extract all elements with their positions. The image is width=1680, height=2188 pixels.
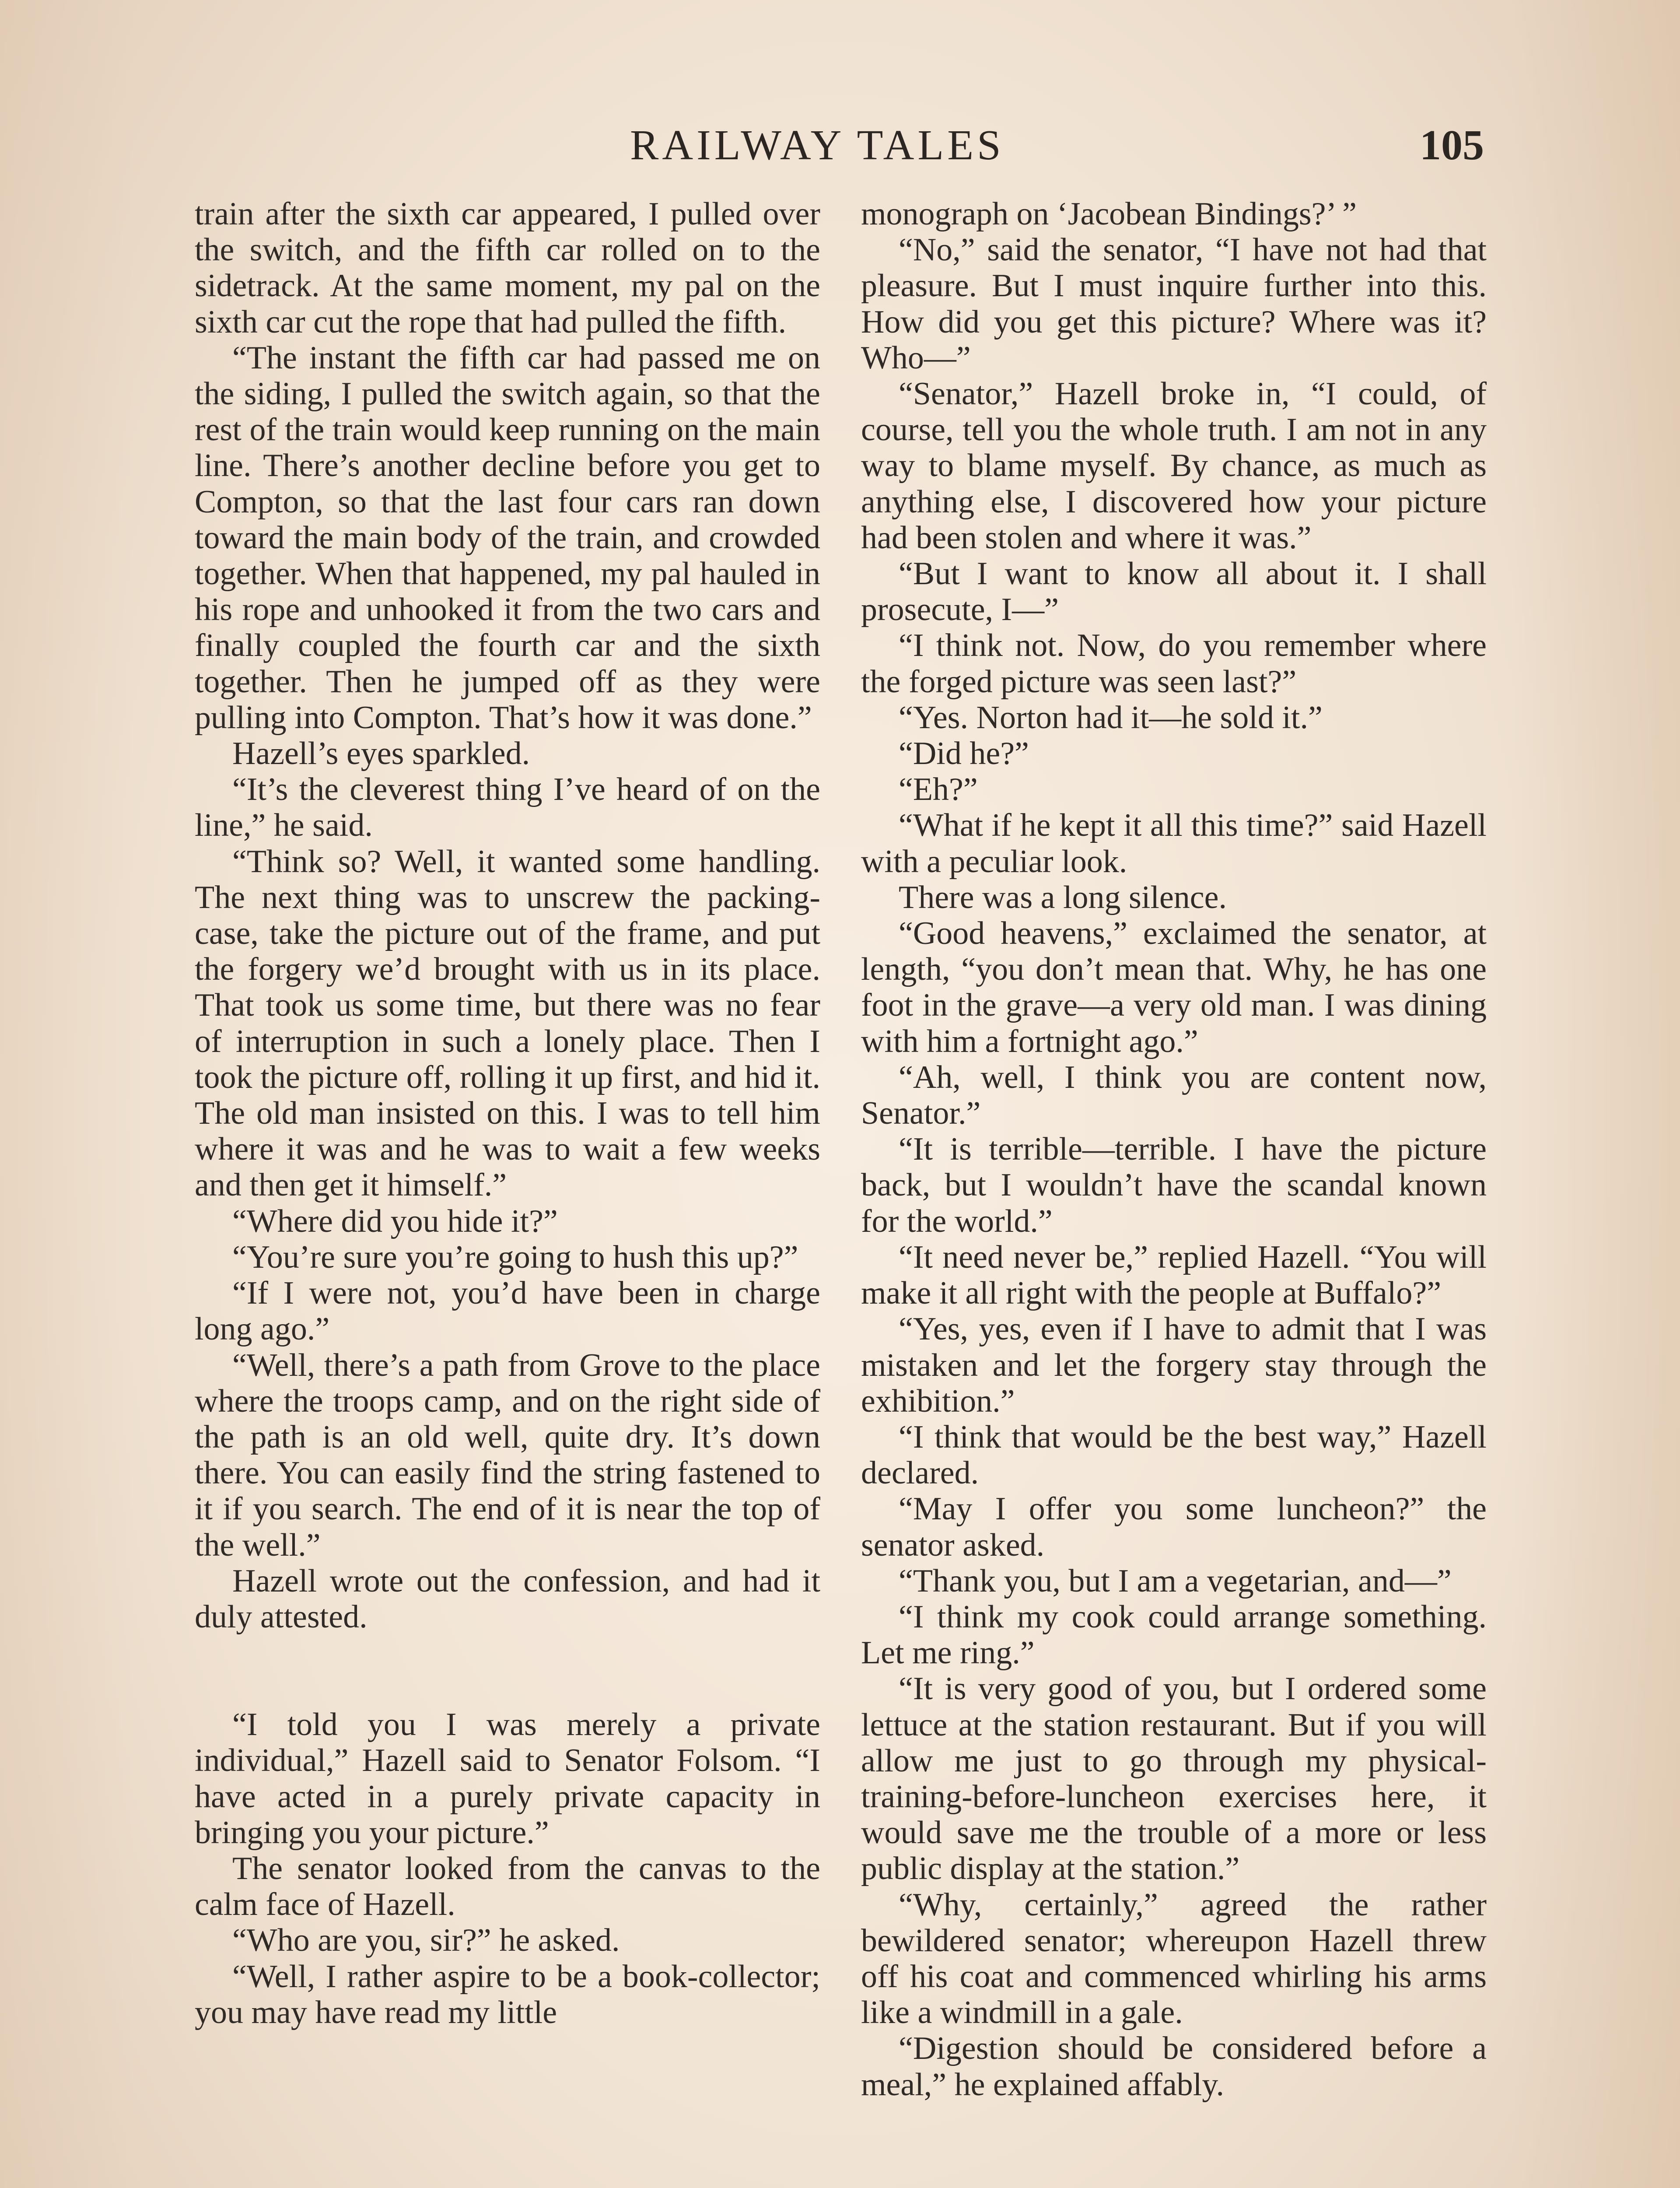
paragraph: “Thank you, but I am a vegetarian, and—” xyxy=(899,1563,1452,1599)
paragraph: “Who are you, sir?” he asked. xyxy=(232,1922,620,1959)
paragraph: “Senator,” Hazell broke in, “I could, of course, tell you the whole truth. I am not in any way to blame myself. By chance, as much as anything else, I discovered how your picture had been stolen and where it was.” xyxy=(861,376,1487,556)
paragraph: “I told you I was merely a private individual,” Hazell said to Senator Folsom. “I have acted in a purely private capacity in bringing you your picture.” xyxy=(195,1707,820,1851)
paragraph: “Yes. Norton had it—he sold it.” xyxy=(899,699,1323,736)
page-number: 105 xyxy=(1420,122,1484,169)
paragraph: “It is very good of you, but I ordered some lettuce at the station restaurant. But if you will allow me just to go through my physical-training-before-luncheon exercises here, it would save me the trouble of a more or less public display at the station.” xyxy=(861,1671,1487,1887)
paragraph: “Ah, well, I think you are content now, Senator.” xyxy=(861,1059,1487,1132)
paragraph: “Good heavens,” exclaimed the senator, at length, “you don’t mean that. Why, he has one foot in the grave—a very old man. I was dining with him a fortnight ago.” xyxy=(861,915,1487,1059)
paragraph: “Where did you hide it?” xyxy=(232,1203,558,1239)
paragraph: “Well, there’s a path from Grove to the place where the troops camp, and on the right side of the path is an old well, quite dry. It’s down there. You can easily find the string fastened to it if you search. The end of it is near the top of the well.” xyxy=(195,1347,820,1563)
running-head xyxy=(0,115,1680,176)
paragraph: “No,” said the senator, “I have not had that pleasure. But I must inquire further into this. How did you get this picture? Where was it? Who—” xyxy=(861,232,1487,376)
paragraph: “But I want to know all about it. I shall prosecute, I—” xyxy=(861,556,1487,628)
section-break xyxy=(195,1635,820,1707)
paragraph: “If I were not, you’d have been in charge long ago.” xyxy=(195,1275,820,1347)
paragraph: “Well, I rather aspire to be a book-collector; you may have read my little xyxy=(195,1958,820,2030)
paragraph: “I think my cook could arrange something. Let me ring.” xyxy=(861,1599,1487,1671)
paragraph: “I think not. Now, do you remember where the forged picture was seen last?” xyxy=(861,628,1487,700)
running-title: RAILWAY TALES xyxy=(630,122,1004,169)
paragraph: “It is terrible—terrible. I have the picture back, but I wouldn’t have the scandal known for the world.” xyxy=(861,1131,1487,1239)
left-text-column xyxy=(195,196,820,2030)
paragraph: “The instant the fifth car had passed me on the siding, I pulled the switch again, so that the rest of the train would keep running on the main line. There’s another decline before you get to Compton, so that the last four cars ran down toward the main body of the train, and crowded together. When that happened, my pal hauled in his rope and unhooked it from the two cars and finally coupled the fourth car and the sixth together. Then he jumped off as they were pulling into Compton. That’s how it was done.” xyxy=(195,340,820,736)
paragraph: “Why, certainly,” agreed the rather bewildered senator; whereupon Hazell threw off his coat and commenced whirling his arms like a windmill in a gale. xyxy=(861,1886,1487,2031)
paragraph: “I think that would be the best way,” Hazell declared. xyxy=(861,1419,1487,1491)
paragraph: The senator looked from the canvas to the calm face of Hazell. xyxy=(195,1850,820,1923)
paragraph: monograph on ‘Jacobean Bindings?’ ” xyxy=(861,196,1357,232)
paragraph: “It need never be,” replied Hazell. “You will make it all right with the people at Buffalo?” xyxy=(861,1239,1487,1311)
paragraph: “Digestion should be considered before a meal,” he explained affably. xyxy=(861,2030,1487,2103)
paragraph: There was a long silence. xyxy=(899,879,1227,915)
paragraph: “Did he?” xyxy=(899,736,1029,772)
paragraph: train after the sixth car appeared, I pulled over the switch, and the fifth car rolled on to the sidetrack. At the same moment, my pal on the sixth car cut the rope that had pulled the fifth. xyxy=(195,196,820,340)
paragraph: Hazell wrote out the confession, and had it duly attested. xyxy=(195,1563,820,1635)
paragraph: “Think so? Well, it wanted some handling. The next thing was to unscrew the packing-case, take the picture out of the frame, and put the forgery we’d brought with us in its place. That took us some time, but there was no fear of interruption in such a lonely place. Then I took the picture off, rolling it up first, and hid it. The old man insisted on this. I was to tell him where it was and he was to wait a few weeks and then get it himself.” xyxy=(195,843,820,1203)
paragraph: “Yes, yes, even if I have to admit that I was mistaken and let the forgery stay through the exhibition.” xyxy=(861,1311,1487,1419)
paragraph: “What if he kept it all this time?” said Hazell with a peculiar look. xyxy=(861,807,1487,880)
paragraph: Hazell’s eyes sparkled. xyxy=(232,736,530,772)
right-text-column xyxy=(861,196,1487,2103)
paragraph: “You’re sure you’re going to hush this up?” xyxy=(232,1239,798,1275)
paragraph: “Eh?” xyxy=(899,771,978,808)
paragraph: “May I offer you some luncheon?” the senator asked. xyxy=(861,1491,1487,1563)
paragraph: “It’s the cleverest thing I’ve heard of on the line,” he said. xyxy=(195,771,820,844)
